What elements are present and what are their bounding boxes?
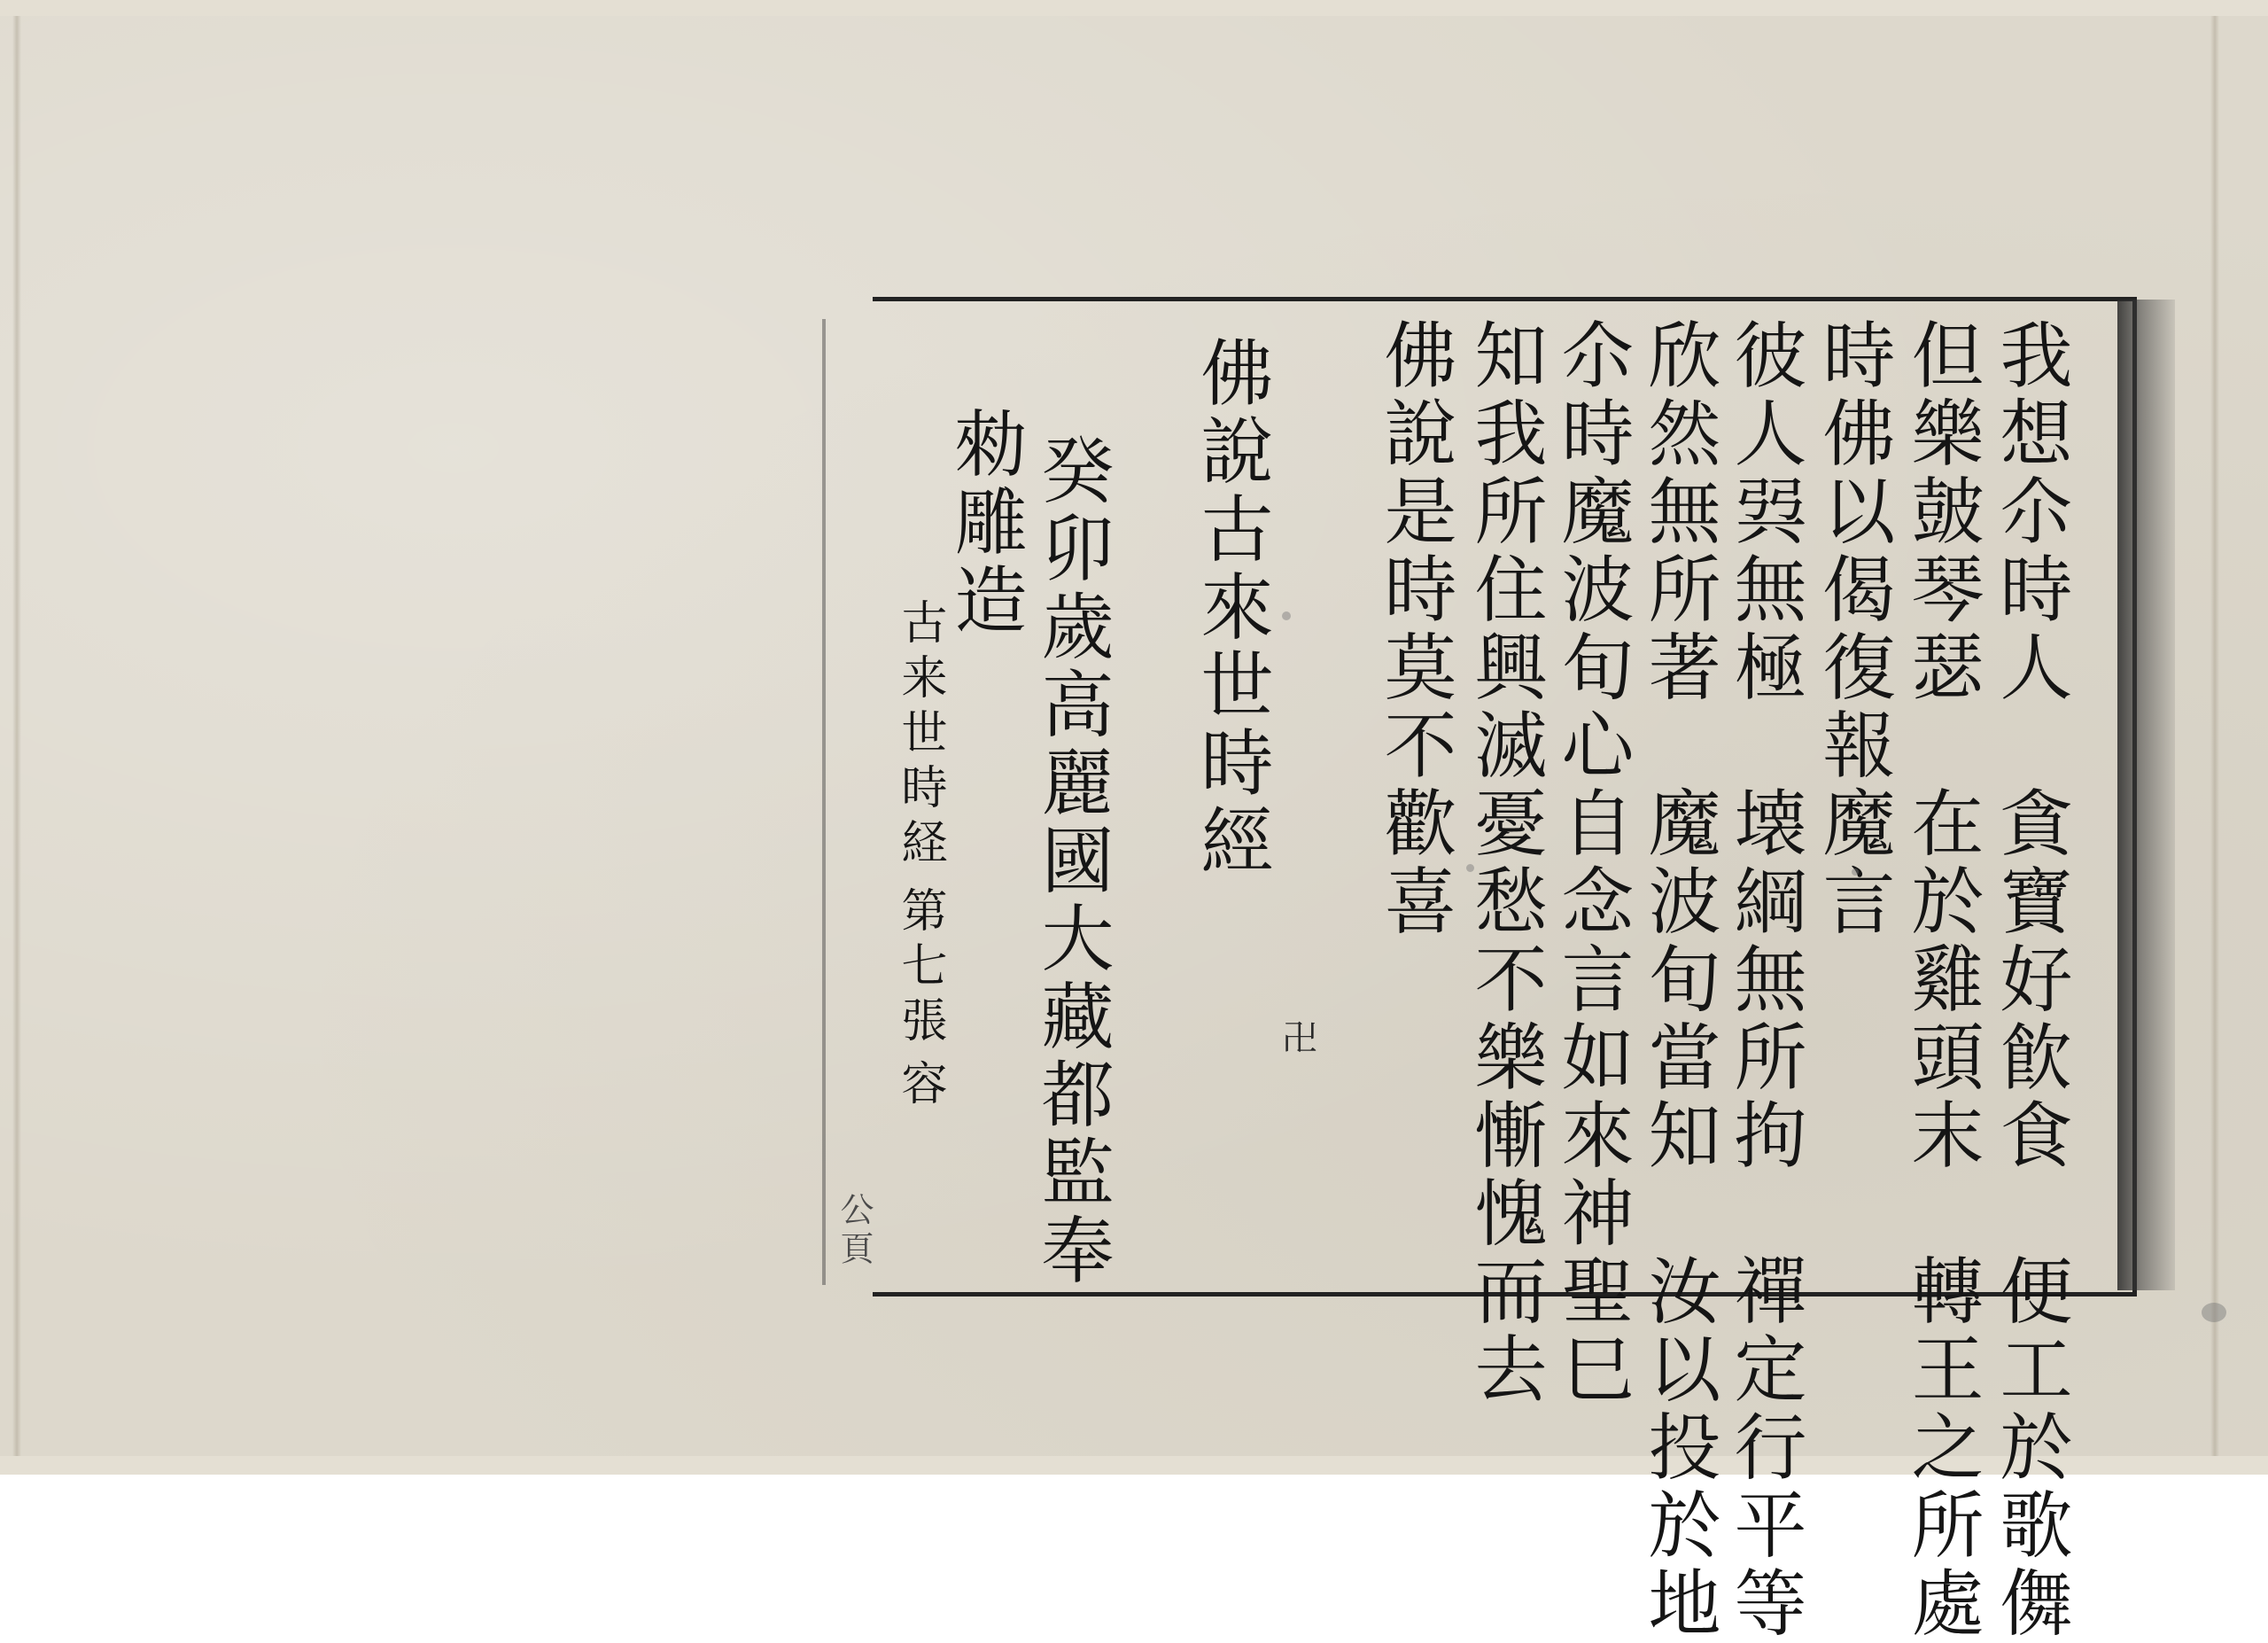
text-column-3: 時佛以偈復報魔言 bbox=[1811, 317, 1895, 941]
ink-speck bbox=[1852, 868, 1859, 876]
text-column-6: 尒時魔波旬心自念言如來神聖巳 bbox=[1550, 317, 1634, 1409]
paper-stain bbox=[2202, 1303, 2226, 1322]
block-left-edge-ink bbox=[822, 319, 826, 1285]
text-column-5: 欣然無所著 魔波旬當知 汝以投於地 bbox=[1636, 317, 1720, 1643]
sutra-title: 佛說古來世時經 bbox=[1189, 335, 1273, 881]
colophon-line-1: 癸卯歲高麗國大藏都監奉 bbox=[1029, 432, 1114, 1290]
text-column-7: 知我所住興滅憂愁不樂慚愧而去 bbox=[1463, 317, 1547, 1409]
page-number: 第七張 bbox=[893, 886, 946, 1051]
margin-title: 古来世時経 bbox=[893, 598, 946, 873]
edge-mark: 公頁 bbox=[835, 1192, 874, 1270]
text-column-8: 佛說是時莫不歡喜 bbox=[1372, 317, 1456, 941]
text-column-2: 但樂皷琴瑟 在於雞頭末 轉王之所處 bbox=[1899, 317, 1984, 1643]
right-fold-shadow bbox=[2210, 16, 2219, 1456]
colophon-line-2: 勑雕造 bbox=[943, 406, 1027, 640]
text-column-1: 我想尒時人 貪寶好飮食 便工於歌儛 bbox=[1988, 317, 2072, 1643]
block-right-edge-ink bbox=[2117, 300, 2175, 1290]
ink-speck bbox=[1282, 611, 1291, 620]
volume-mark: 容 bbox=[893, 1059, 946, 1114]
ink-speck bbox=[1466, 864, 1474, 872]
left-fold-shadow bbox=[12, 16, 21, 1456]
swastika-mark: 卍 bbox=[1282, 1018, 1317, 1059]
text-column-4: 彼人㢲無極 壊綱無所拘 禪定行平等 bbox=[1722, 317, 1806, 1643]
